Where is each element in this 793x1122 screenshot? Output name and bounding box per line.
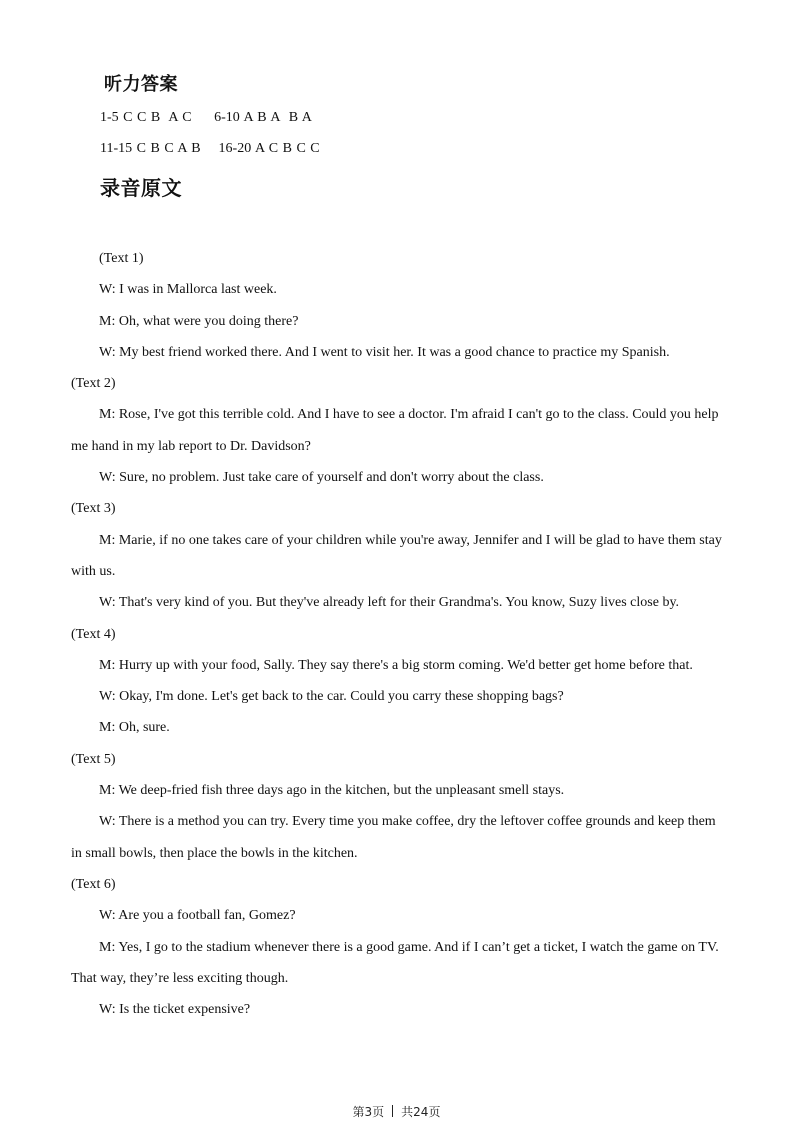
text-label: (Text 3) <box>71 501 116 517</box>
dialogue-line: M: We deep-fried fish three days ago in the kitchen, but the unpleasant smell stays. <box>99 783 565 799</box>
listening-answers-heading: 听力答案 <box>104 74 178 95</box>
dialogue-line: M: Yes, I go to the stadium whenever there is a good game. And if I can’t get a ticket, I watch the game on TV. That way, they’re less exciting though. <box>71 939 719 986</box>
text-label: (Text 6) <box>71 876 116 892</box>
page-footer <box>0 1103 793 1120</box>
dialogue-line: W: Is the ticket expensive? <box>99 1002 251 1018</box>
transcript-heading: 录音原文 <box>100 176 182 200</box>
transcript-body <box>71 243 723 1025</box>
dialogue-line: W: I was in Mallorca last week. <box>99 282 277 298</box>
dialogue-line: M: Oh, what were you doing there? <box>99 313 299 329</box>
answers-row-2: 11-15 C B C A B 16-20 A C B C C <box>100 141 320 156</box>
dialogue-line: M: Oh, sure. <box>99 720 170 736</box>
answers-row-1: 1-5 C C B A C 6-10 A B A B A <box>100 110 312 125</box>
dialogue-line: M: Rose, I've got this terrible cold. And I have to see a doctor. I'm afraid I can't go to the class. Could you help me hand in my lab report to Dr. Davidson? <box>71 407 719 454</box>
dialogue-line: W: Okay, I'm done. Let's get back to the car. Could you carry these shopping bags? <box>99 689 564 705</box>
dialogue-line: M: Marie, if no one takes care of your children while you're away, Jennifer and I will be glad to have them stay with us. <box>71 532 722 579</box>
dialogue-line: W: Are you a football fan, Gomez? <box>99 908 296 924</box>
dialogue-line: W: Sure, no problem. Just take care of yourself and don't worry about the class. <box>99 470 544 486</box>
dialogue-line: W: My best friend worked there. And I went to visit her. It was a good chance to practice my Spanish. <box>99 344 670 360</box>
page-total: 共24页 <box>401 1105 441 1119</box>
text-label: (Text 5) <box>71 751 116 767</box>
dialogue-line: M: Hurry up with your food, Sally. They say there's a big storm coming. We'd better get home before that. <box>99 657 693 673</box>
footer-separator <box>392 1105 393 1117</box>
dialogue-line: W: There is a method you can try. Every time you make coffee, dry the leftover coffee grounds and keep them in small bowls, then place the bowls in the kitchen. <box>71 814 716 861</box>
text-label: (Text 4) <box>71 626 116 642</box>
dialogue-line: W: That's very kind of you. But they've already left for their Grandma's. You know, Suzy lives close by. <box>99 595 680 611</box>
text-label: (Text 2) <box>71 376 116 392</box>
page-number: 第3页 <box>352 1105 385 1119</box>
text-label: (Text 1) <box>99 251 144 266</box>
